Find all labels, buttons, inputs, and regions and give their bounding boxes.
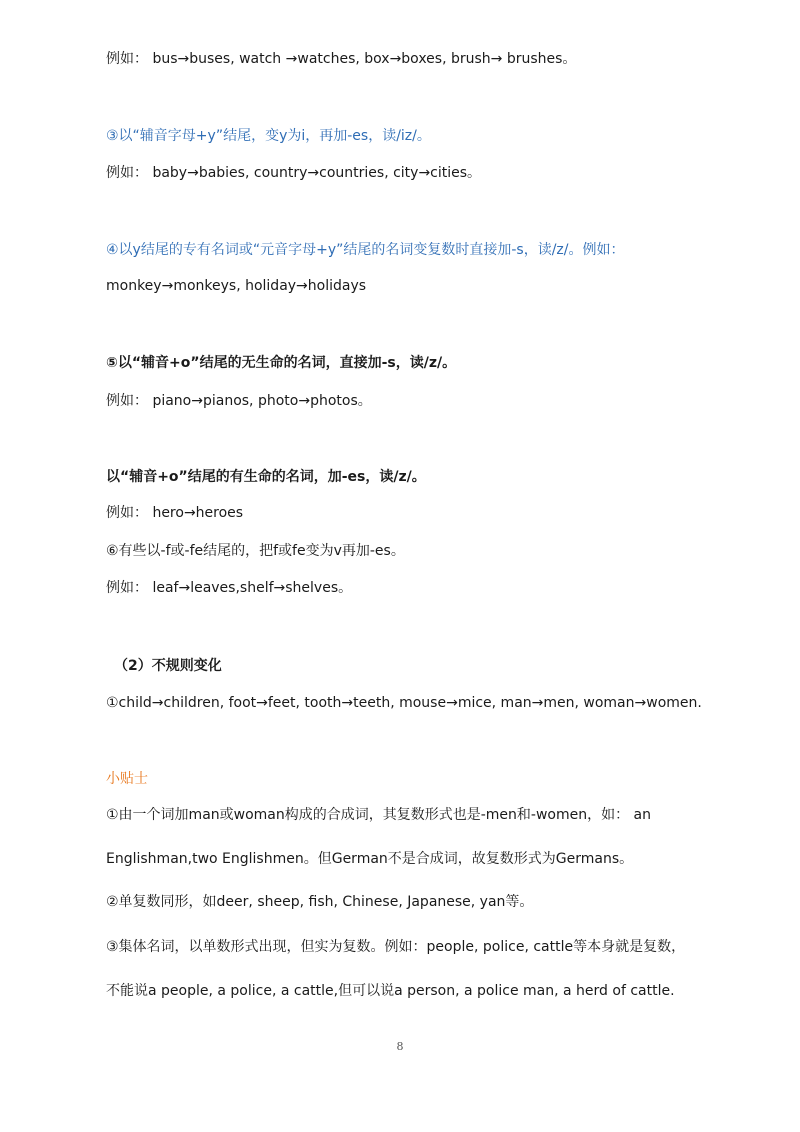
- tip-1-line-2: Englishman,two Englishmen。但German不是合成词，故复数形式为Germans。: [106, 851, 634, 867]
- irregular-examples: ①child→children, foot→feet, tooth→teeth, mouse→mice, man→men, woman→women.: [106, 695, 702, 711]
- tips-heading: 小贴士: [106, 771, 148, 787]
- example-line-4: monkey→monkeys, holiday→holidays: [106, 278, 367, 294]
- tip-3-line-2: 不能说a people, a police, a cattle,但可以说a person, a police man, a herd of cattle.: [106, 983, 675, 999]
- tip-1-line-1: ①由一个词加man或woman构成的合成词，其复数形式也是-men和-women，如： an: [106, 807, 652, 823]
- page-number: 8: [396, 1040, 404, 1053]
- irregular-heading: （2）不规则变化: [114, 658, 222, 674]
- example-line-3: 例如： baby→babies, country→countries, city→cities。: [106, 165, 482, 181]
- example-line-1: 例如： bus→buses, watch →watches, box→boxes, brush→ brushes。: [106, 51, 577, 67]
- rule-4-heading: ④以y结尾的专有名词或“元音字母+y”结尾的名词变复数时直接加-s，读/z/。例如：: [106, 242, 625, 258]
- rule-5-heading: ⑤以“辅音+o”结尾的无生命的名词，直接加-s，读/z/。: [106, 355, 457, 371]
- example-line-5b: 例如： hero→heroes: [106, 505, 244, 521]
- tip-2: ②单复数同形，如deer, sheep, fish, Chinese, Japanese, yan等。: [106, 894, 534, 910]
- example-line-6: 例如： leaf→leaves,shelf→shelves。: [106, 580, 353, 596]
- rule-6-heading: ⑥有些以-f或-fe结尾的，把f或fe变为v再加-es。: [106, 543, 405, 559]
- rule-3-heading: ③以“辅音字母+y”结尾，变y为i，再加-es，读/iz/。: [106, 128, 431, 144]
- tip-3-line-1: ③集体名词，以单数形式出现，但实为复数。例如：people, police, cattle等本身就是复数，: [106, 939, 686, 955]
- rule-5b-heading: 以“辅音+o”结尾的有生命的名词，加-es，读/z/。: [106, 469, 426, 485]
- example-line-5: 例如： piano→pianos, photo→photos。: [106, 393, 372, 409]
